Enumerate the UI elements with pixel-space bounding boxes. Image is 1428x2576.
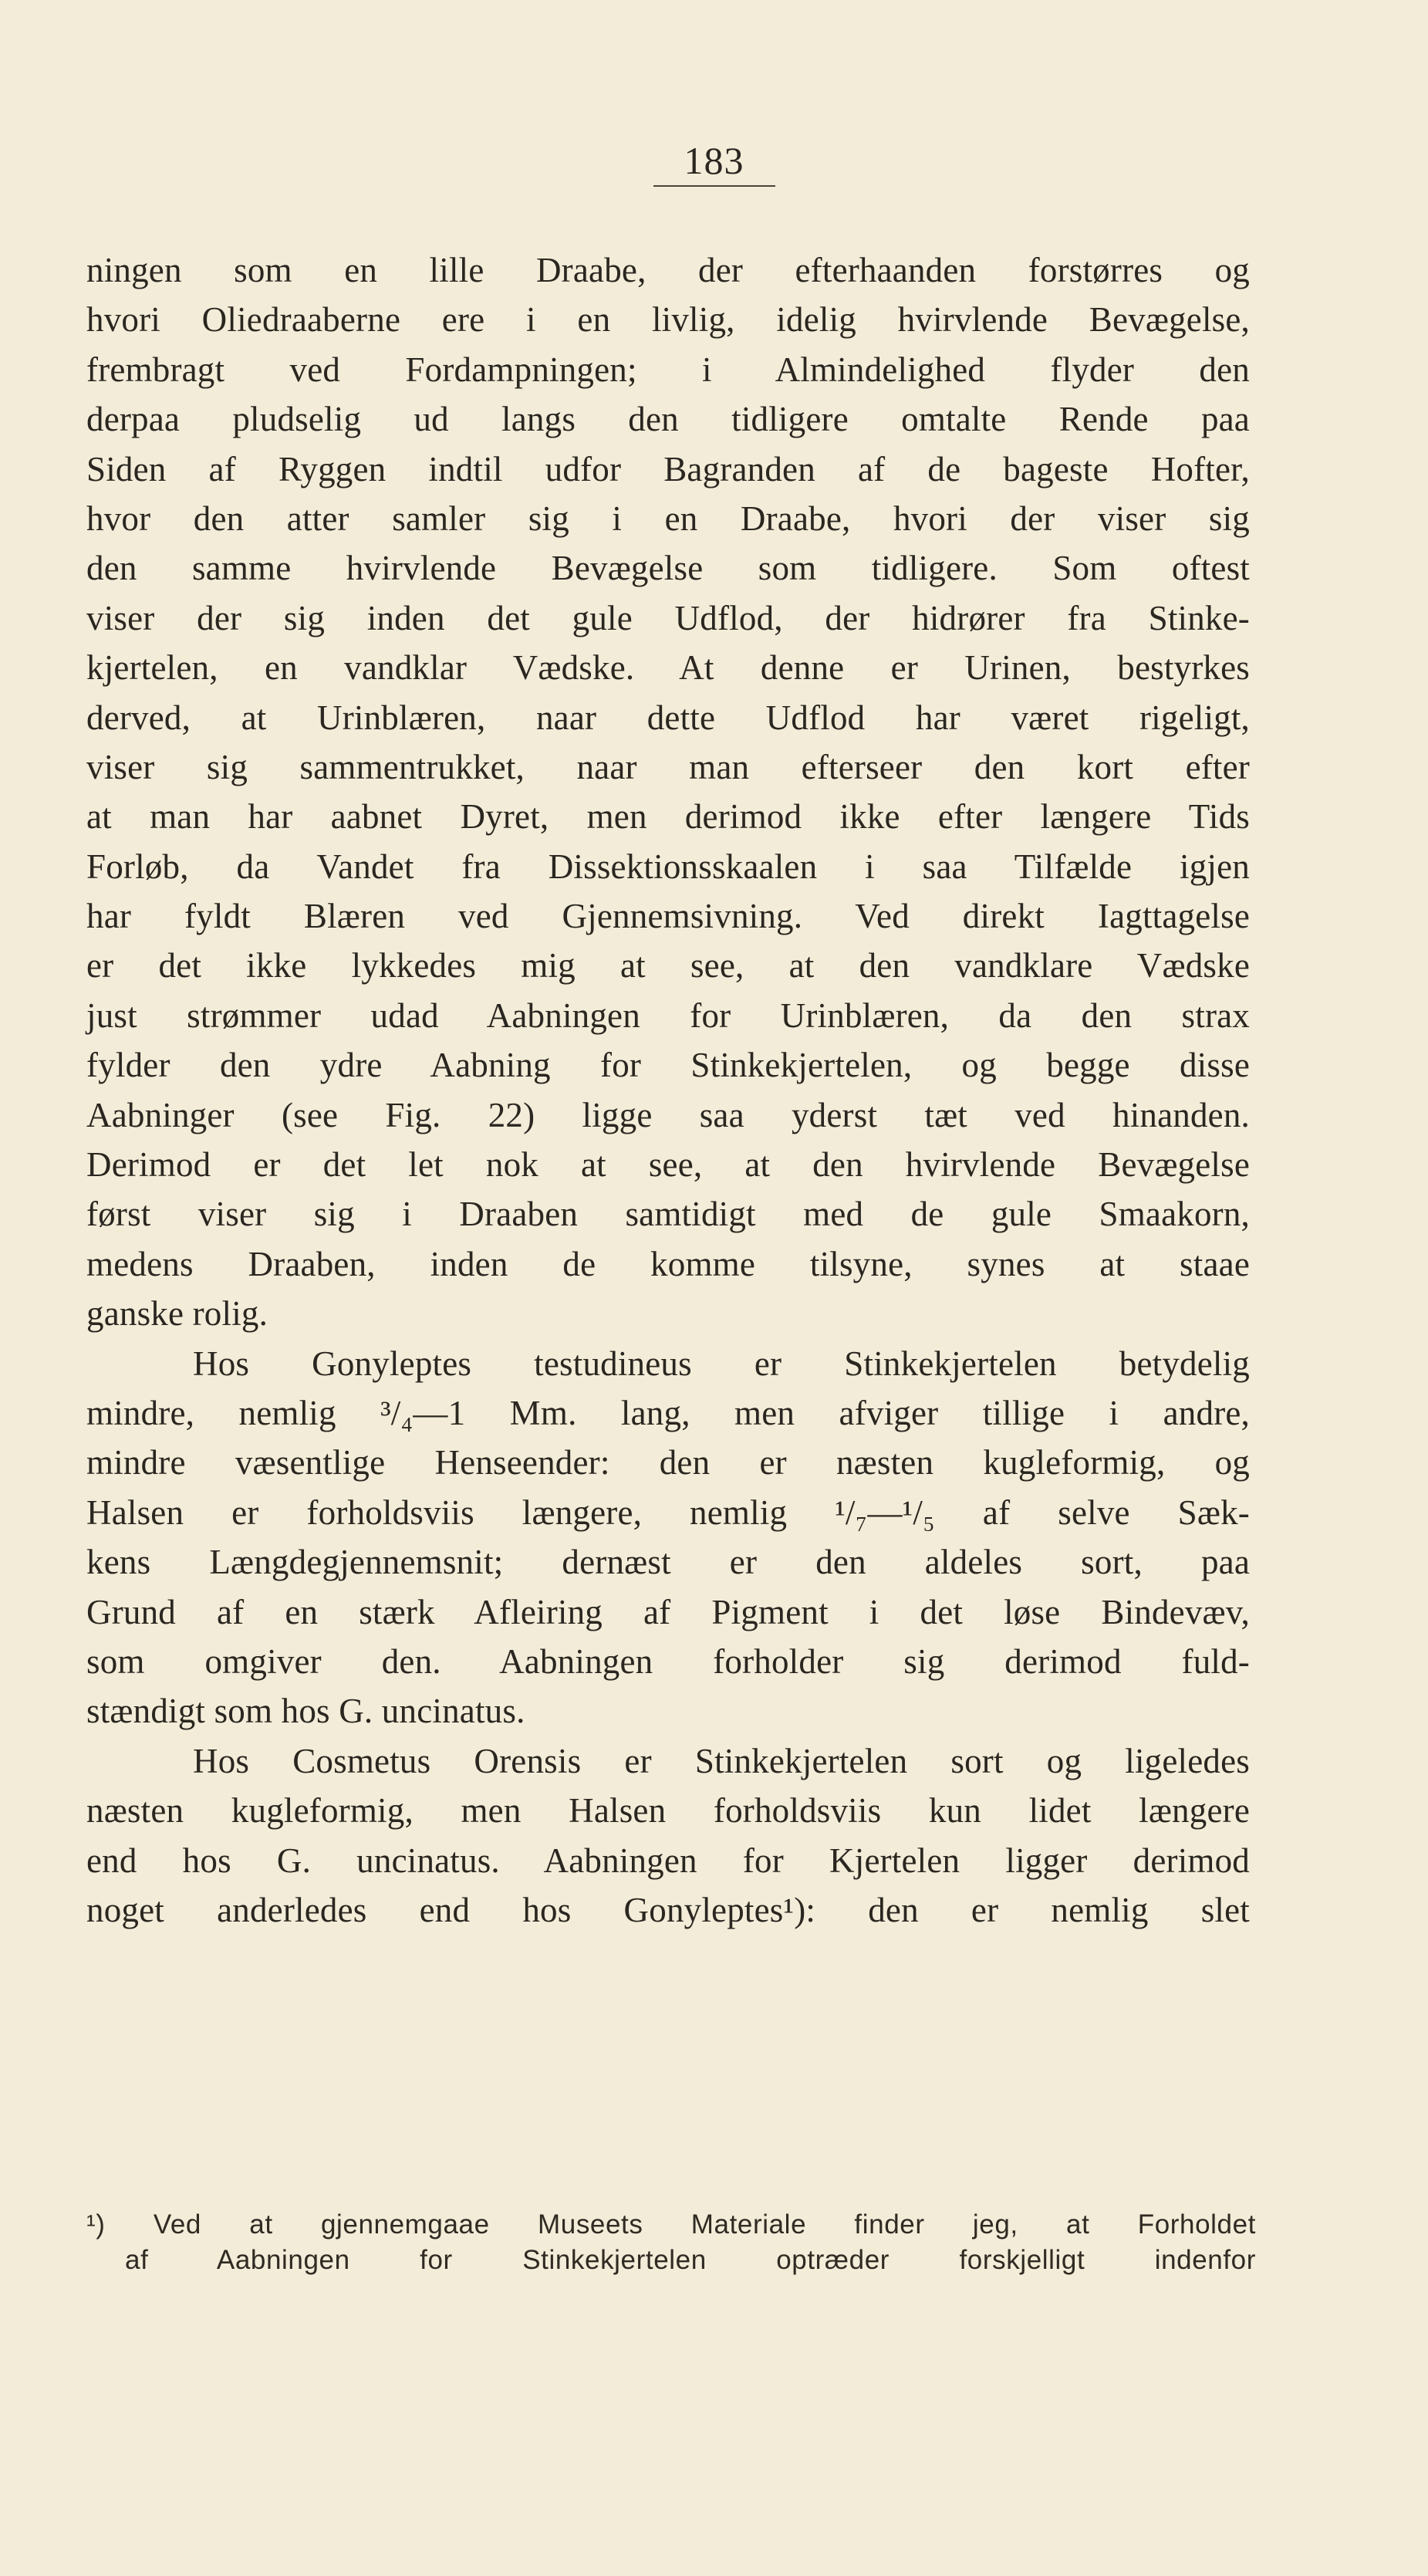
text-line: Aabninger (see Fig. 22) ligge saa yderst tæt ved hinanden. (86, 1095, 1250, 1134)
text-line: som omgiver den. Aabningen forholder sig derimod fuld- (86, 1641, 1250, 1681)
text-line: medens Draaben, inden de komme tilsyne, synes at staae (86, 1244, 1250, 1283)
text-line: fylder den ydre Aabning for Stinkekjertelen, og begge disse (86, 1046, 1250, 1085)
text-line: at man har aabnet Dyret, men derimod ikke efter længere Tids (86, 797, 1250, 837)
text-line: ningen som en lille Draabe, der efterhaanden forstørres og (86, 251, 1250, 289)
text-line: Halsen er forholdsviis længere, nemlig ¹/₇—¹/₅ af selve Sæk- (86, 1493, 1250, 1532)
text-line: næsten kugleformig, men Halsen forholdsviis kun lidet længere (86, 1791, 1250, 1831)
text-line: Siden af Ryggen indtil udfor Bagranden af de bageste Hofter, (86, 449, 1250, 488)
text-line: frembragt ved Fordampningen; i Almindelighed flyder den (86, 350, 1250, 389)
text-line: viser der sig inden det gule Udflod, der hidrører fra Stinke- (86, 598, 1250, 637)
text-line: mindre væsentlige Henseender: den er næsten kugleformig, og (86, 1443, 1250, 1482)
text-line: mindre, nemlig ³/₄—1 Mm. lang, men afviger tillige i andre, (86, 1393, 1250, 1432)
text-line: Forløb, da Vandet fra Dissektionsskaalen i saa Tilfælde igjen (86, 847, 1250, 886)
text-line: stændigt som hos G. uncinatus. (86, 1692, 525, 1731)
text-line: er det ikke lykkedes mig at see, at den vandklare Vædske (86, 946, 1250, 985)
text-line: Grund af en stærk Afleiring af Pigment i det løse Bindevæv, (86, 1592, 1250, 1631)
text-line: derved, at Urinblæren, naar dette Udflod har været rigeligt, (86, 698, 1250, 737)
text-line: Hos Gonyleptes testudineus er Stinkekjertelen betydelig (193, 1344, 1250, 1383)
text-line: først viser sig i Draaben samtidigt med de gule Smaakorn, (86, 1195, 1250, 1234)
text-line: ganske rolig. (86, 1294, 268, 1334)
text-line: end hos G. uncinatus. Aabningen for Kjertelen ligger derimod (86, 1841, 1250, 1880)
body-text (86, 245, 1250, 1935)
text-line: kens Længdegjennemsnit; dernæst er den aldeles sort, paa (86, 1543, 1250, 1582)
text-line: noget anderledes end hos Gonyleptes¹): den er nemlig slet (86, 1890, 1250, 1929)
text-line: kjertelen, en vandklar Vædske. At denne er Urinen, bestyrkes (86, 648, 1250, 688)
text-line: just strømmer udad Aabningen for Urinblæren, da den strax (86, 996, 1250, 1035)
page-header (0, 137, 1428, 187)
text-line: hvori Oliedraaberne ere i en livlig, idelig hvirvlende Bevægelse, (86, 300, 1250, 340)
footnote-line: ¹) Ved at gjennemgaae Museets Materiale finder jeg, at Forholdet (86, 2209, 1256, 2240)
footnotes (86, 2207, 1256, 2278)
text-line: viser sig sammentrukket, naar man efterseer den kort efter (86, 747, 1250, 786)
text-line: Derimod er det let nok at see, at den hvirvlende Bevægelse (86, 1145, 1250, 1185)
text-line: den samme hvirvlende Bevægelse som tidligere. Som oftest (86, 549, 1250, 588)
footnote-line: af Aabningen for Stinkekjertelen optræder forskjelligt indenfor (125, 2245, 1256, 2275)
page-number: 183 (653, 137, 775, 187)
text-line: Hos Cosmetus Orensis er Stinkekjertelen sort og ligeledes (193, 1741, 1250, 1780)
text-line: hvor den atter samler sig i en Draabe, hvori der viser sig (86, 499, 1250, 538)
text-line: har fyldt Blæren ved Gjennemsivning. Ved direkt Iagttagelse (86, 897, 1250, 936)
text-line: derpaa pludselig ud langs den tidligere omtalte Rende paa (86, 400, 1250, 439)
